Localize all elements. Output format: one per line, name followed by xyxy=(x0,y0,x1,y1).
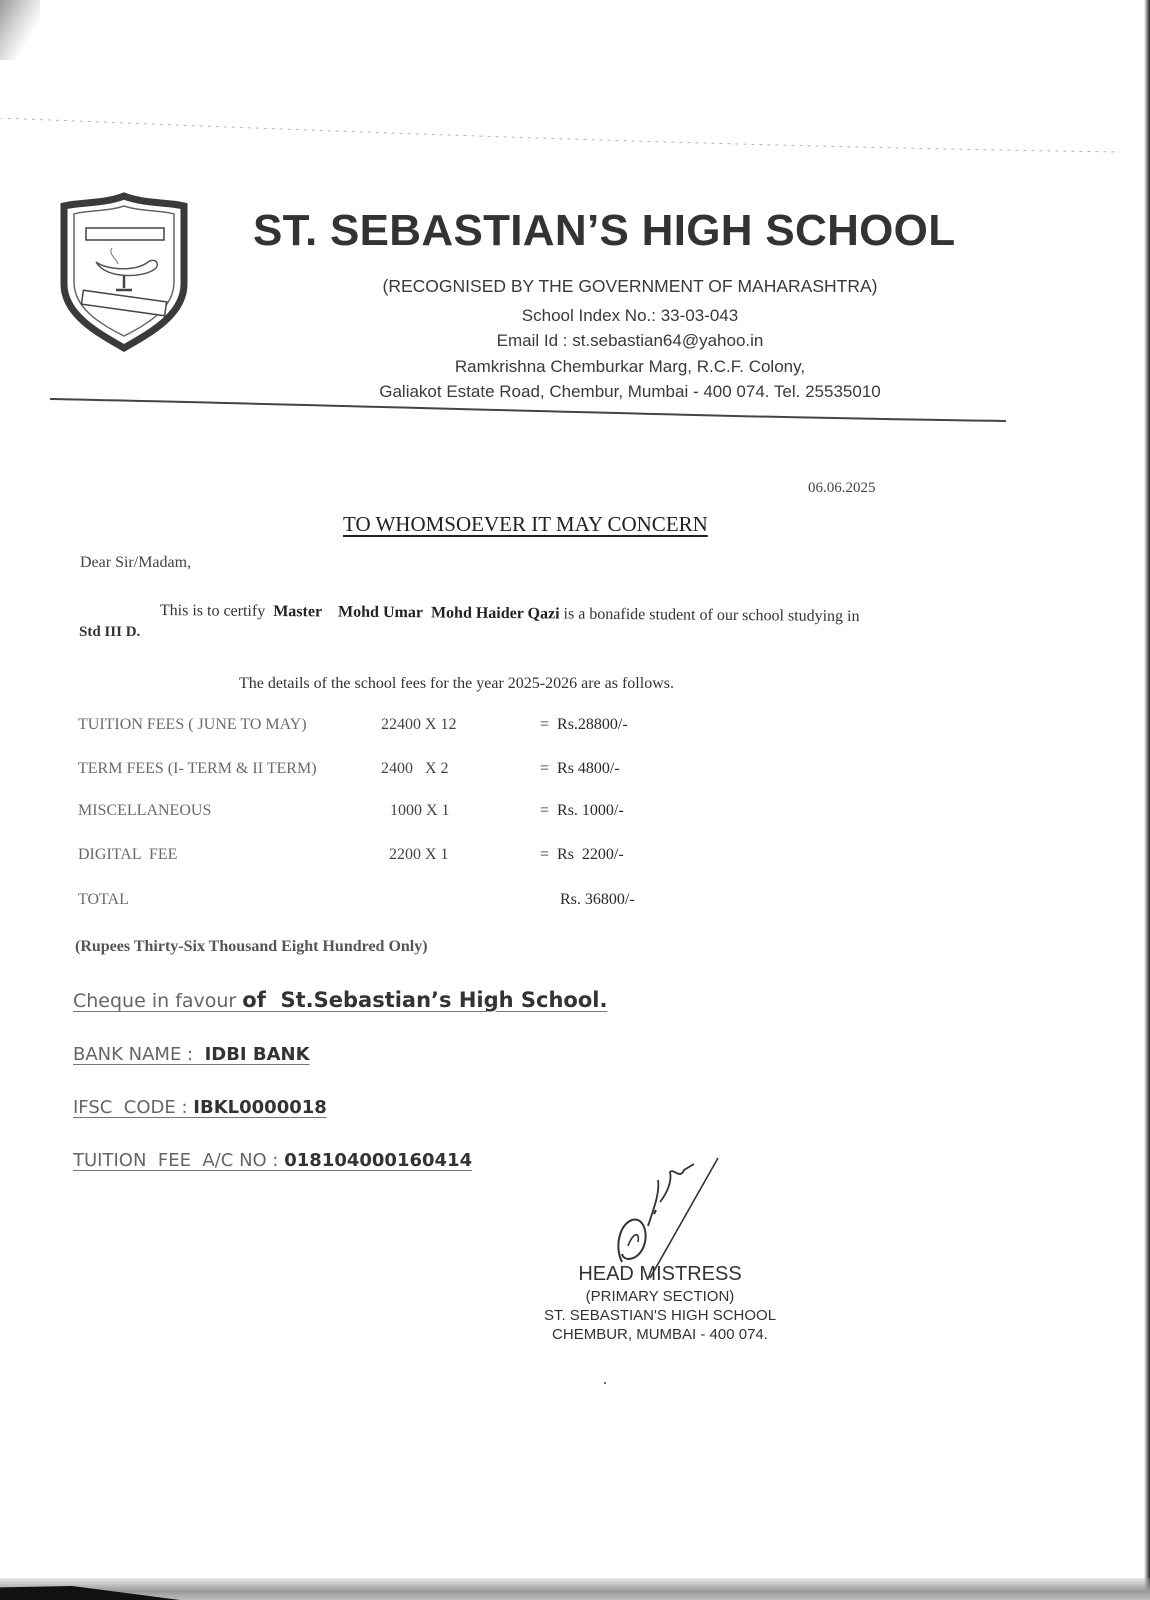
account-number-label: TUITION FEE A/C NO : xyxy=(73,1150,279,1171)
fee-amount xyxy=(540,846,624,864)
scan-right-edge xyxy=(1144,0,1150,1600)
bank-name-value: IDBI BANK xyxy=(204,1044,310,1065)
bank-name-line xyxy=(73,1044,310,1065)
letter-subject: TO WHOMSOEVER IT MAY CONCERN xyxy=(343,512,708,536)
ifsc-value: IBKL0000018 xyxy=(193,1097,327,1118)
school-index-number: School Index No.: 33-03-043 xyxy=(521,306,739,325)
scan-fold-line xyxy=(0,118,1120,158)
student-name-second: Mohd Haider Qazi xyxy=(430,604,560,623)
equals-sign: = xyxy=(540,802,550,819)
bank-name-label: BANK NAME : xyxy=(73,1044,194,1065)
fee-calculation: 2200 X 1 xyxy=(389,846,449,863)
fees-intro: The details of the school fees for the year 2025-2026 are as follows. xyxy=(239,675,674,692)
signatory-city: CHEMBUR, MUMBAI - 400 074. xyxy=(552,1326,768,1343)
address-line-2: Galiakot Estate Road, Chembur, Mumbai - 400 074. Tel. 25535010 xyxy=(379,382,881,401)
fee-label: MISCELLANEOUS xyxy=(78,802,212,819)
fee-total-amount: Rs. 36800/- xyxy=(560,891,635,908)
recognition-line: (RECOGNISED BY THE GOVERNMENT OF MAHARASHTRA) xyxy=(382,276,878,296)
cheque-prefix: Cheque in favour xyxy=(73,990,237,1012)
fee-calculation: 2400 X 2 xyxy=(381,760,449,777)
scan-bottom-band xyxy=(0,1578,1150,1600)
equals-sign: = xyxy=(540,760,550,777)
school-email: Email Id : st.sebastian64@yahoo.in xyxy=(496,331,764,350)
student-name-first: Mohd Umar xyxy=(338,603,424,622)
fee-label: TUITION FEES ( JUNE TO MAY) xyxy=(78,716,307,733)
fee-calculation: 1000 X 1 xyxy=(390,802,450,819)
letter-date: 06.06.2025 xyxy=(808,480,876,496)
school-name: ST. SEBASTIAN’S HIGH SCHOOL xyxy=(253,206,956,255)
fee-amount-value: Rs.28800/- xyxy=(557,716,628,733)
scan-corner-shadow xyxy=(0,0,40,60)
fee-amount-value: Rs 2200/- xyxy=(557,846,624,863)
address-line-1: Ramkrishna Chemburkar Marg, R.C.F. Colony, xyxy=(454,357,806,376)
fee-label: TERM FEES (I- TERM & II TERM) xyxy=(78,760,317,777)
account-number-line xyxy=(73,1150,472,1171)
signatory-school: ST. SEBASTIAN'S HIGH SCHOOL xyxy=(543,1307,777,1324)
account-number-value: 018104000160414 xyxy=(284,1150,473,1171)
header-divider xyxy=(50,397,1006,423)
fee-amount-value: Rs 4800/- xyxy=(557,760,620,777)
cheque-payee-line xyxy=(73,988,607,1012)
fee-amount xyxy=(540,716,628,734)
student-title: Master xyxy=(273,602,323,621)
fee-calculation: 22400 X 12 xyxy=(381,716,457,733)
scan-speck xyxy=(604,1382,606,1384)
fee-amount xyxy=(540,802,624,820)
signatory-section: (PRIMARY SECTION) xyxy=(585,1288,735,1305)
fee-amount-value: Rs. 1000/- xyxy=(557,802,624,819)
student-standard: Std III D. xyxy=(79,624,141,640)
fee-label: DIGITAL FEE xyxy=(78,846,178,863)
school-crest-icon xyxy=(56,192,192,352)
equals-sign: = xyxy=(540,716,550,733)
fee-amount xyxy=(540,760,620,778)
cert-suffix: is a bonafide student of our school studying in xyxy=(563,605,860,626)
signatory-title: HEAD MISTRESS xyxy=(578,1263,742,1285)
cheque-payee: of St.Sebastian’s High School. xyxy=(242,988,608,1012)
fee-label: TOTAL xyxy=(78,891,129,908)
ifsc-line xyxy=(73,1097,327,1118)
certification-line xyxy=(160,602,860,626)
amount-in-words: (Rupees Thirty-Six Thousand Eight Hundred Only) xyxy=(75,938,428,955)
salutation: Dear Sir/Madam, xyxy=(80,554,192,571)
handwritten-signature-icon xyxy=(610,1150,730,1280)
equals-sign: = xyxy=(540,846,550,863)
ifsc-label: IFSC CODE : xyxy=(73,1097,188,1118)
cert-prefix: This is to certify xyxy=(159,602,266,620)
